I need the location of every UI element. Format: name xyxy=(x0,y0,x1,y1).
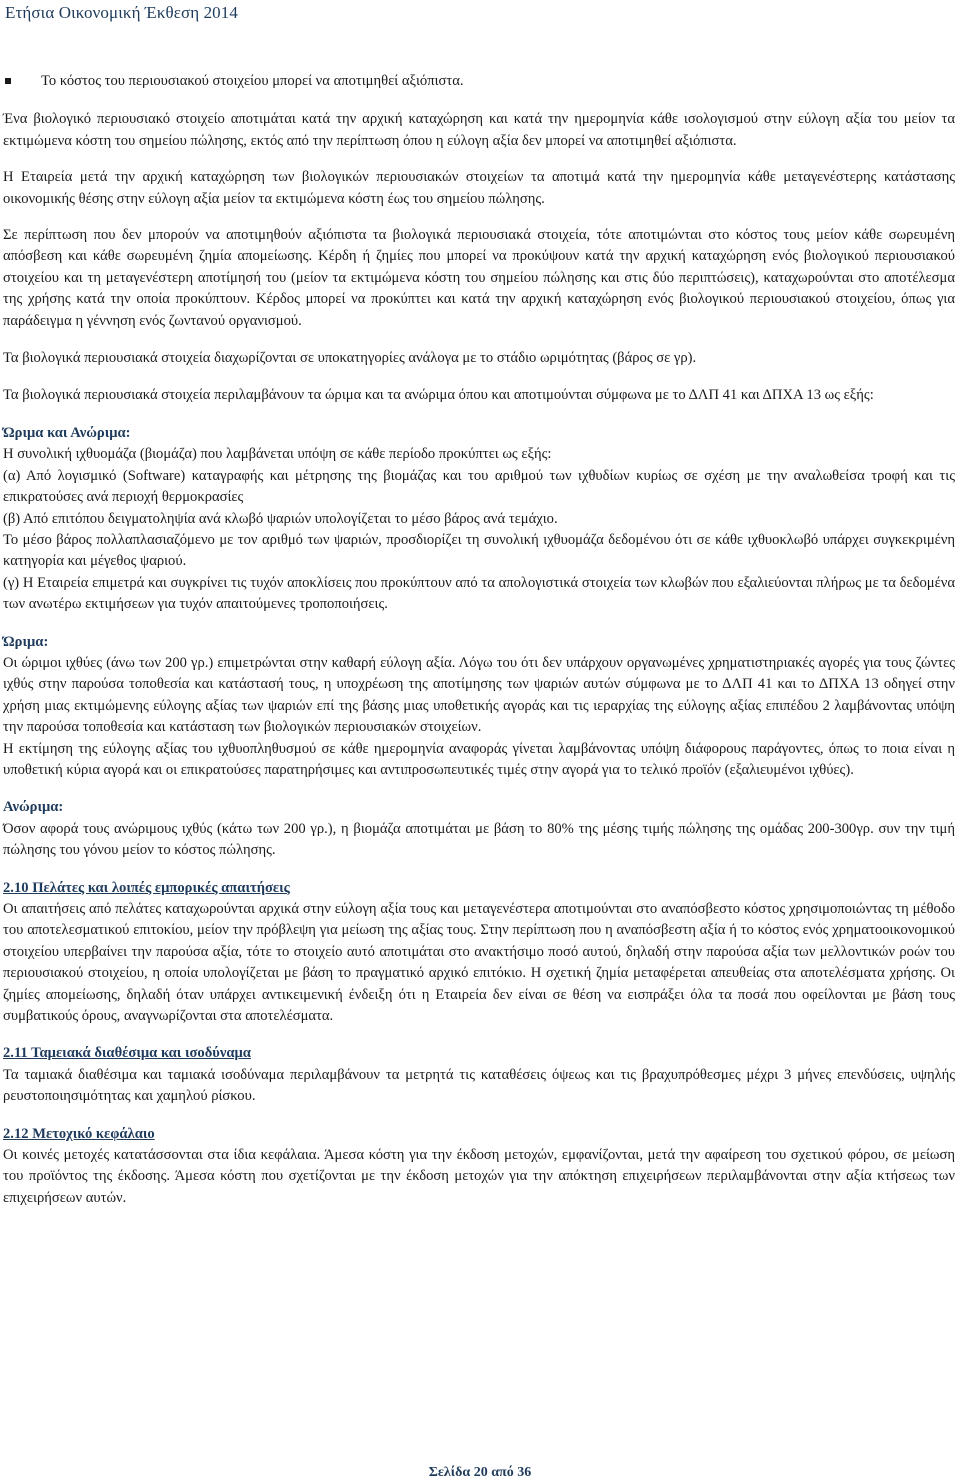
paragraph-subsequent-measurement: Η Εταιρεία μετά την αρχική καταχώρηση των βιολογικών περιουσιακών στοιχείων τα αποτιμά κατά την ημερομηνία κάθε μεταγενέστερης κατάστασης οικονομικής θέσης στην εύλογη αξία μείον τα εκτιμώμενα κόστη έως του σημείου πώλησης. xyxy=(3,169,955,207)
paragraph-subcategories: Τα βιολογικά περιουσιακά στοιχεία διαχωρίζονται σε υποκατηγορίες ανάλογα με το στάδιο ωριμότητας (βάρος σε γρ). xyxy=(3,350,697,367)
paragraph-biomass-c: (γ) Η Εταιρεία επιμετρά και συγκρίνει τις τυχόν αποκλίσεις που προκύπτουν από τα απολογιστικά στοιχεία των κλωβών που εξαλιεύονται πλήρως με τα δεδομένα των ανωτέρω εκτιμήσεων για τυχόν απαιτούμενες τροποποιήσεις. xyxy=(3,574,955,613)
heading-section-2-10-text: 2.10 Πελάτες και λοιπές εμπορικές απαιτήσεις xyxy=(3,879,290,896)
page-number: Σελίδα 20 από 36 xyxy=(428,1465,532,1480)
paragraph-biomass-a: (α) Από λογισμικό (Software) καταγραφής και μέτρησης της βιομάζας και του αριθμού των ιχθυδίων κυρίως σε σχέση με την αναλωθείσα τροφή και τις επικρατούσες ανά περιοχή θερμοκρασίες xyxy=(3,467,955,506)
heading-mature: Ώριμα: xyxy=(3,633,49,650)
paragraph-biomass-intro: Η συνολική ιχθυομάζα (βιομάζα) που λαμβάνεται υπόψη σε κάθε περίοδο προκύπτει ως εξής: xyxy=(3,446,552,463)
heading-section-2-11-text: 2.11 Ταμειακά διαθέσιμα και ισοδύναμα xyxy=(3,1045,251,1062)
paragraph-biological-asset-valuation: Ένα βιολογικό περιουσιακό στοιχείο αποτιμάται κατά την αρχική καταχώρηση και κατά την ημερομηνία κάθε ισολογισμού στην εύλογη αξία του μείον τα εκτιμώμενα κόστη του σημείου πώλησης, εκτός από την περίπτωση όπου η εύλογη αξία δεν μπορεί να αποτιμηθεί αξιόπιστα. xyxy=(3,111,955,149)
heading-immature: Ανώριμα: xyxy=(3,799,64,816)
paragraph-mature-2: Η εκτίμηση της εύλογης αξίας του ιχθυοπληθυσμού σε κάθε ημερομηνία αναφοράς γίνεται λαμβάνοντας υπόψη διάφορους παράγοντες, όπως το ποια είναι η υποθετική κύρια αγορά και οι επικρατούσες παρατηρήσιμες και αντιπροσωπευτικές τιμές στην αγορά για το τελικό προϊόν (εξαλιευμένοι ιχθύες). xyxy=(3,740,955,778)
heading-section-2-11 xyxy=(3,1043,955,1064)
heading-section-2-10 xyxy=(3,878,955,899)
bullet-text: Το κόστος του περιουσιακού στοιχείου μπορεί να αποτιμηθεί αξιόπιστα. xyxy=(41,73,464,89)
paragraph-biomass-b2: Το μέσο βάρος πολλαπλασιαζόμενο με τον αριθμό των ψαριών, προσδιορίζει τη συνολική ιχθυομάζα δεδομένου ότι σε κάθε ιχθυοκλωβό υπάρχει συγκεκριμένη κατηγορία και μέγεθος ψαριού. xyxy=(3,531,955,570)
paragraph-section-2-11: Τα ταμιακά διαθέσιμα και ταμιακά ισοδύναμα περιλαμβάνουν τα μετρητά τις καταθέσεις όψεως και τις βραχυπρόθεσμες μέχρι 3 μήνες επενδύσεις, υψηλής ρευστοποιησιμότητας και χαμηλού ρίσκου. xyxy=(3,1066,955,1105)
paragraph-mature-1: Οι ώριμοι ιχθύες (άνω των 200 γρ.) επιμετρώνται στην καθαρή εύλογη αξία. Λόγω του ότι δεν υπάρχουν οργανωμένες χρηματιστηριακές αγορές για τους ζώντες ιχθύς στην παρούσα τοποθεσία και κατάστασή τους, η υποχρέωση της αποτίμησης των ψαριών αυτών σύμφωνα με το ΔΛΠ 41 και το ΔΠΧΑ 13 οδηγεί στην χρήση μιας εκτιμώμενης εύλογης αξίας των ψαριών επί της βάσης μιας υποθετικής αγοράς και τις ιεραρχίας της εύλογης αξίας επιπέδου 2 λαμβάνοντας υπόψη την παρούσα τοποθεσία και κατάσταση των βιολογικών περιουσιακών στοιχείων. xyxy=(3,654,955,736)
paragraph-biomass-b: (β) Από επιτόπου δειγματοληψία ανά κλωβό ψαριών υπολογίζεται το μέσο βάρος ανά τεμάχιο. xyxy=(3,510,558,527)
paragraph-cost-model: Σε περίπτωση που δεν μπορούν να αποτιμηθούν αξιόπιστα τα βιολογικά περιουσιακά στοιχεία, τότε αποτιμώνται στο κόστος τους μείον κάθε σωρευμένη απόσβεση και κάθε σωρευμένη ζημία απομείωσης. Κέρδη ή ζημίες που μπορεί να προκύψουν κατά την αρχική καταχώρηση ενός βιολογικού περιουσιακού στοιχείου και τη μεταγενέστερη αποτίμησή του (μείον τα εκτιμώμενα κόστη του σημείου πώλησης και στις δύο περιπτώσεις), καταχωρούνται στο αποτέλεσμα της χρήσης κατά την οποία προκύπτουν. Κέρδος μπορεί να προκύπτει και κατά την αρχική καταχώρηση ενός βιολογικού περιουσιακού στοιχείου, όπως για παράδειγμα η γέννηση ενός ζωντανού οργανισμού. xyxy=(3,227,955,329)
heading-mature-immature: Ώριμα και Ανώριμα: xyxy=(3,424,131,441)
page-content xyxy=(3,71,955,1209)
paragraph-immature-1: Όσον αφορά τους ανώριμους ιχθύς (κάτω των 200 γρ.), η βιομάζα αποτιμάται με βάση το 80% της μέσης τιμής πώλησης της ομάδας 200-300γρ. συν την τιμή πώλησης του γόνου μείον το κόστος πώλησης. xyxy=(3,820,955,859)
heading-section-2-12-text: 2.12 Μετοχικό κεφάλαιο xyxy=(3,1125,155,1142)
heading-section-2-12 xyxy=(3,1124,955,1145)
paragraph-ias41-ifrs13: Τα βιολογικά περιουσιακά στοιχεία περιλαμβάνουν τα ώριμα και τα ανώριμα όπου και αποτιμούνται σύμφωνα με το ΔΛΠ 41 και ΔΠΧΑ 13 ως εξής: xyxy=(3,387,874,404)
bullet-item xyxy=(3,71,955,92)
paragraph-section-2-10: Οι απαιτήσεις από πελάτες καταχωρούνται αρχικά στην εύλογη αξία τους και μεταγενέστερα αποτιμούνται στο αναπόσβεστο κόστος χρησιμοποιώντας τη μέθοδο του αποτελεσματικού επιτοκίου, μείον την πρόβλεψη για μείωση της αξίας τους. Στην περίπτωση που η αναπόσβεστη αξία ή το κόστος ενός χρηματοοικονομικού στοιχείου υπερβαίνει την παρούσα αξία, τότε το στοιχείο αυτό αποτιμάται στο ανακτήσιμο ποσό αυτού, δηλαδή στην παρούσα αξία των μελλοντικών ροών του περιουσιακού στοιχείου, η οποία υπολογίζεται με βάση το πραγματικό αρχικό επιτόκιο. Η σχετική ζημία μεταφέρεται απευθείας στα αποτελέσματα χρήσης. Οι ζημίες απομείωσης, δηλαδή όταν υπάρχει αντικειμενική ένδειξη ότι η Εταιρεία δεν είναι σε θέση να εισπράξει όλα τα ποσά που οφείλονται με βάση τους συμβατικούς όρους, αναγνωρίζονται στα αποτελέσματα. xyxy=(3,901,955,1025)
square-bullet-icon xyxy=(5,78,11,84)
paragraph-section-2-12: Οι κοινές μετοχές κατατάσσονται στα ίδια κεφάλαια. Άμεσα κόστη για την έκδοση μετοχών, εμφανίζονται, μετά την αφαίρεση του σχετικού φόρου, σε μείωση του προϊόντος της έκδοσης. Άμεσα κόστη που σχετίζονται με την έκδοση μετοχών για την απόκτηση επιχειρήσεων περιλαμβάνονται στην αξία κτήσεως των επιχειρήσεων αυτών. xyxy=(3,1147,955,1206)
report-header: Ετήσια Οικονομική Έκθεση 2014 xyxy=(5,3,238,22)
